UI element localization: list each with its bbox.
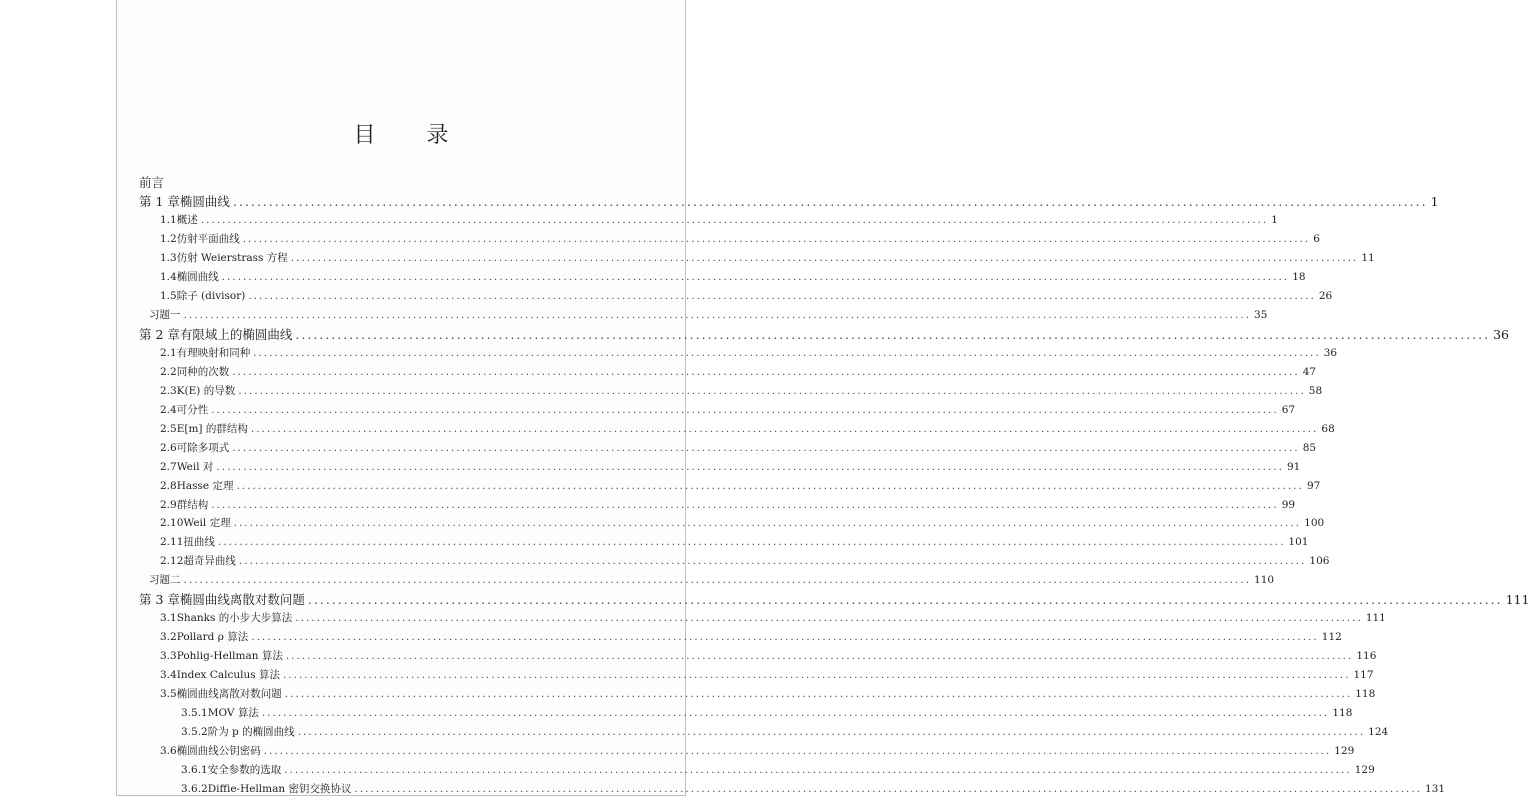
toc-row <box>160 648 1377 665</box>
dot-leader: ........................................................................................................................................................................................................ <box>253 346 1321 359</box>
dot-leader: ........................................................................................................................................................................................................ <box>217 536 1286 549</box>
toc-number: 3.6.1 <box>181 764 208 777</box>
dot-leader: ........................................................................................................................................................................................................ <box>216 460 1284 473</box>
toc-row <box>160 364 1317 381</box>
toc-label: 群结构 <box>176 498 209 511</box>
dot-leader: ........................................................................................................................................................................................................ <box>295 612 1363 625</box>
toc-page-number: 101 <box>1288 536 1309 549</box>
toc-label: 超奇异曲线 <box>183 555 236 568</box>
dot-leader: ........................................................................................................................................................................................................ <box>238 384 1306 397</box>
toc-number: 第 3 章 <box>139 592 180 608</box>
dot-leader: ........................................................................................................................................................................................................ <box>263 745 1332 758</box>
toc-row <box>149 572 1275 589</box>
toc-label: 同种的次数 <box>176 365 230 378</box>
dot-leader: ........................................................................................................................................................................................................ <box>290 251 1359 264</box>
toc-row <box>149 307 1268 324</box>
toc-number: 2.12 <box>160 555 184 568</box>
dot-leader: ........................................................................................................................................................................................................ <box>282 669 1351 682</box>
toc-row <box>160 269 1306 286</box>
dot-leader: ........................................................................................................................................................................................................ <box>183 308 1252 321</box>
page-title: 目 录 <box>353 123 471 148</box>
toc-page-number: 111 <box>1505 592 1529 608</box>
dot-leader: ........................................................................................................................................................................................................ <box>284 688 1353 701</box>
toc-page-number: 47 <box>1302 365 1317 378</box>
toc-row <box>160 440 1317 457</box>
toc-label: 除子 (divisor) <box>176 289 246 302</box>
toc-number: 第 1 章 <box>139 194 180 209</box>
toc-label: Index Calculus 算法 <box>176 669 280 682</box>
toc-number: 2.2 <box>160 365 177 378</box>
toc-page-number: 6 <box>1313 232 1320 245</box>
toc-label: 可除多项式 <box>176 441 230 454</box>
dot-leader: ........................................................................................................................................................................................................ <box>232 194 1428 209</box>
toc-page-number: 110 <box>1254 574 1275 587</box>
dot-leader: ........................................................................................................................................................................................................ <box>233 517 1302 530</box>
dot-leader: ........................................................................................................................................................................................................ <box>211 498 1279 511</box>
toc-row <box>139 591 1529 608</box>
toc-number: 3.2 <box>160 631 177 644</box>
toc-number: 3.6 <box>160 745 177 758</box>
toc-label: 椭圆曲线公钥密码 <box>176 745 261 758</box>
preface-label: 前言 <box>139 175 165 190</box>
dot-leader: ........................................................................................................................................................................................................ <box>261 707 1330 720</box>
toc-row <box>181 724 1389 741</box>
dot-leader: ........................................................................................................................................................................................................ <box>251 631 1319 644</box>
dot-leader: ........................................................................................................................................................................................................ <box>297 726 1366 739</box>
toc-row <box>160 288 1333 305</box>
book-page <box>116 0 1529 796</box>
toc-row <box>160 212 1278 229</box>
toc-page-number: 97 <box>1306 479 1321 492</box>
toc-page-number: 36 <box>1323 346 1338 359</box>
toc-label: 习题二 <box>149 574 181 587</box>
toc-number: 第 2 章 <box>139 326 180 342</box>
dot-leader: ........................................................................................................................................................................................................ <box>232 365 1300 378</box>
toc-label: MOV 算法 <box>207 707 259 720</box>
toc-page-number: 111 <box>1365 612 1386 625</box>
dot-leader: ........................................................................................................................................................................................................ <box>232 441 1300 454</box>
toc-label: Diffie-Hellman 密钥交换协议 <box>207 783 352 796</box>
toc-label: 仿射 Weierstrass 方程 <box>176 251 288 264</box>
toc-row <box>160 553 1330 570</box>
toc-row <box>181 781 1446 798</box>
toc-number: 3.6.2 <box>181 783 208 796</box>
toc-label: 椭圆曲线 <box>176 270 219 283</box>
toc-page-number: 129 <box>1334 745 1355 758</box>
toc-label: 有限域上的椭圆曲线 <box>179 326 293 342</box>
toc-page-number: 129 <box>1354 764 1375 777</box>
toc-label: 扭曲线 <box>183 536 215 549</box>
toc-page-number: 11 <box>1361 251 1375 264</box>
toc-page-number: 67 <box>1281 403 1296 416</box>
toc-label: Weil 定理 <box>183 517 231 530</box>
toc-label: 椭圆曲线离散对数问题 <box>179 592 305 608</box>
toc-number: 2.9 <box>160 498 177 511</box>
toc-row <box>160 421 1335 438</box>
toc-row <box>160 667 1374 684</box>
toc-page-number: 58 <box>1308 384 1323 397</box>
toc-page-number: 91 <box>1286 460 1301 473</box>
toc-row <box>160 686 1376 703</box>
dot-leader: ........................................................................................................................................................................................................ <box>236 479 1304 492</box>
toc-page-number: 118 <box>1332 707 1353 720</box>
toc-number: 3.5.2 <box>181 726 208 739</box>
toc-page-number: 35 <box>1254 308 1268 321</box>
toc-label: 椭圆曲线 <box>179 194 230 209</box>
toc-label: 阶为 p 的椭圆曲线 <box>207 726 295 739</box>
dot-leader: ........................................................................................................................................................................................................ <box>354 783 1423 796</box>
toc-row <box>160 459 1301 476</box>
toc-page-number: 99 <box>1281 498 1296 511</box>
dot-leader: ........................................................................................................................................................................................................ <box>200 213 1269 226</box>
toc-label: 习题一 <box>149 308 181 321</box>
toc-row <box>160 383 1323 400</box>
toc-row <box>160 743 1355 760</box>
dot-leader: ........................................................................................................................................................................................................ <box>242 232 1311 245</box>
toc-row <box>160 231 1320 248</box>
dot-leader: ........................................................................................................................................................................................................ <box>248 289 1316 302</box>
dot-leader: ........................................................................................................................................................................................................ <box>250 422 1319 435</box>
toc-page-number: 18 <box>1292 270 1306 283</box>
toc-row <box>181 705 1353 722</box>
toc-label: 有理映射和同种 <box>176 346 251 359</box>
dot-leader: ........................................................................................................................................................................................................ <box>284 764 1352 777</box>
toc-row <box>160 534 1309 551</box>
toc-row <box>139 326 1510 343</box>
toc-number: 1.3 <box>160 251 177 264</box>
toc-number: 2.3 <box>160 384 177 397</box>
dot-leader: ........................................................................................................................................................................................................ <box>183 574 1252 587</box>
dot-leader: ........................................................................................................................................................................................................ <box>307 592 1503 608</box>
dot-leader: ........................................................................................................................................................................................................ <box>295 326 1491 342</box>
toc-row <box>160 515 1325 532</box>
toc-page-number: 1 <box>1271 213 1278 226</box>
toc-row <box>160 478 1321 495</box>
toc-row <box>139 193 1439 210</box>
toc-number: 1.5 <box>160 289 177 302</box>
toc-label: 可分性 <box>176 403 209 416</box>
toc-number: 1.2 <box>160 232 177 245</box>
toc-label: K(E) 的导数 <box>176 384 236 397</box>
toc-page-number: 68 <box>1321 422 1335 435</box>
toc-page-number: 85 <box>1302 441 1317 454</box>
dot-leader: ........................................................................................................................................................................................................ <box>211 403 1279 416</box>
toc-page-number: 1 <box>1430 194 1439 209</box>
toc-number: 2.8 <box>160 479 177 492</box>
toc-number: 2.1 <box>160 346 177 359</box>
toc-number: 1.1 <box>160 213 177 226</box>
toc-row <box>160 250 1375 267</box>
toc-row <box>160 497 1296 514</box>
toc-preface <box>139 174 164 191</box>
toc-row <box>160 629 1342 646</box>
toc-label: 仿射平面曲线 <box>176 232 240 245</box>
toc-number: 3.5 <box>160 688 177 701</box>
toc-page-number: 131 <box>1425 783 1446 796</box>
toc-page-number: 117 <box>1353 669 1374 682</box>
toc-number: 3.3 <box>160 650 177 663</box>
toc-label: Pohlig-Hellman 算法 <box>176 650 283 663</box>
toc-page-number: 124 <box>1368 726 1389 739</box>
toc-number: 3.4 <box>160 669 177 682</box>
toc-label: Shanks 的小步大步算法 <box>176 612 293 625</box>
toc-row <box>160 402 1296 419</box>
toc-page-number: 118 <box>1355 688 1376 701</box>
toc-number: 2.4 <box>160 403 177 416</box>
toc-row <box>160 610 1386 627</box>
toc-number: 2.6 <box>160 441 177 454</box>
toc-number: 2.5 <box>160 422 177 435</box>
toc-page-number: 100 <box>1304 517 1325 530</box>
toc-row <box>160 345 1338 362</box>
toc-page-number: 116 <box>1356 650 1377 663</box>
dot-leader: ........................................................................................................................................................................................................ <box>285 650 1354 663</box>
toc-label: 椭圆曲线离散对数问题 <box>176 688 282 701</box>
toc-label: 概述 <box>176 213 198 226</box>
toc-number: 3.5.1 <box>181 707 208 720</box>
toc-label: Pollard ρ 算法 <box>176 631 249 644</box>
toc-number: 1.4 <box>160 270 177 283</box>
toc-number: 2.7 <box>160 460 177 473</box>
dot-leader: ........................................................................................................................................................................................................ <box>238 555 1307 568</box>
toc-label: Weil 对 <box>176 460 214 473</box>
toc-page-number: 112 <box>1321 631 1342 644</box>
toc-label: Hasse 定理 <box>176 479 234 492</box>
toc-label: E[m] 的群结构 <box>176 422 248 435</box>
toc-page-number: 26 <box>1318 289 1333 302</box>
toc-label: 安全参数的选取 <box>207 764 282 777</box>
toc-page-number: 106 <box>1309 555 1330 568</box>
toc-row <box>181 762 1375 779</box>
dot-leader: ........................................................................................................................................................................................................ <box>221 270 1290 283</box>
toc-page-number: 36 <box>1493 326 1510 342</box>
toc-number: 2.10 <box>160 517 184 530</box>
toc-number: 3.1 <box>160 612 177 625</box>
toc-number: 2.11 <box>160 536 184 549</box>
